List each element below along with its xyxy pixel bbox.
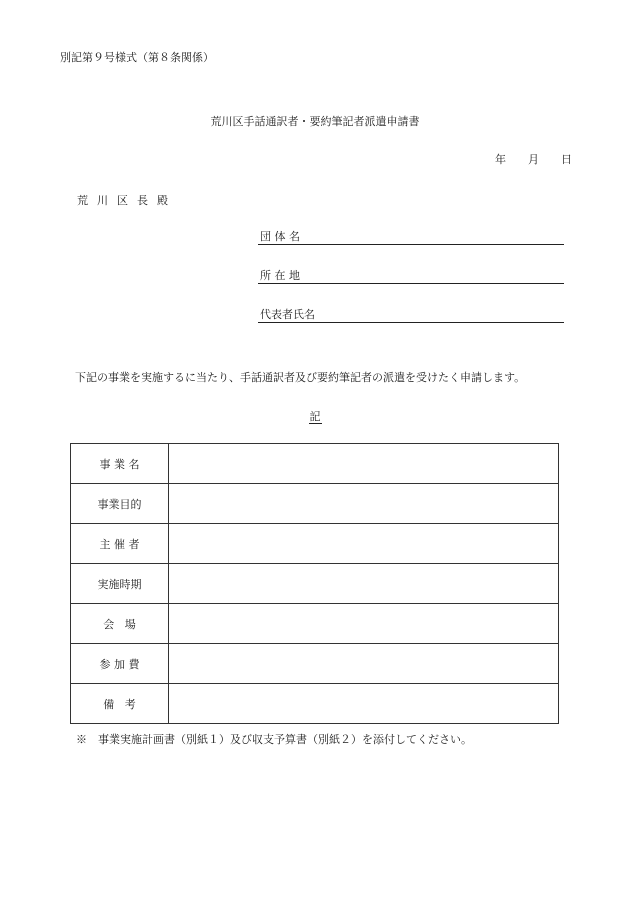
period-cell[interactable] <box>169 564 559 604</box>
row-label-purpose: 事業目的 <box>71 484 169 524</box>
table-row <box>71 564 559 604</box>
purpose-cell[interactable] <box>169 484 559 524</box>
addressee: 荒川区長殿 <box>77 194 177 207</box>
representative-name-field[interactable] <box>258 306 564 323</box>
venue-cell[interactable] <box>169 604 559 644</box>
row-label-period: 実施時期 <box>71 564 169 604</box>
row-label-fee: 参 加 費 <box>71 644 169 684</box>
organizer-cell[interactable] <box>169 524 559 564</box>
organization-name-label: 団 体 名 <box>260 230 300 243</box>
attachment-note: ※ 事業実施計画書（別紙１）及び収支予算書（別紙２）を添付してください。 <box>76 733 472 746</box>
representative-name-label: 代表者氏名 <box>260 308 315 321</box>
date-line <box>495 151 572 167</box>
address-field[interactable] <box>258 267 564 284</box>
address-label: 所 在 地 <box>260 269 300 282</box>
fee-cell[interactable] <box>169 644 559 684</box>
remarks-cell[interactable] <box>169 684 559 724</box>
form-number: 別記第９号様式（第８条関係） <box>60 51 214 64</box>
request-statement: 下記の事業を実施するに当たり、手話通訳者及び要約筆記者の派遣を受けたく申請します。 <box>75 371 526 384</box>
table-row <box>71 444 559 484</box>
organization-name-field[interactable] <box>258 228 564 245</box>
table-row <box>71 484 559 524</box>
row-label-organizer: 主 催 者 <box>71 524 169 564</box>
row-label-event-name: 事 業 名 <box>71 444 169 484</box>
event-name-cell[interactable] <box>169 444 559 484</box>
table-row <box>71 684 559 724</box>
row-label-remarks: 備 考 <box>71 684 169 724</box>
ki-text: 記 <box>309 410 321 423</box>
month-label: 月 <box>528 153 539 166</box>
document-title: 荒川区手話通訳者・要約筆記者派遣申請書 <box>210 115 420 128</box>
event-details-table <box>70 443 559 724</box>
ki-heading <box>0 408 630 424</box>
table-row <box>71 524 559 564</box>
year-label: 年 <box>495 153 506 166</box>
table-row <box>71 644 559 684</box>
day-label: 日 <box>561 153 572 166</box>
row-label-venue: 会 場 <box>71 604 169 644</box>
table-row <box>71 604 559 644</box>
